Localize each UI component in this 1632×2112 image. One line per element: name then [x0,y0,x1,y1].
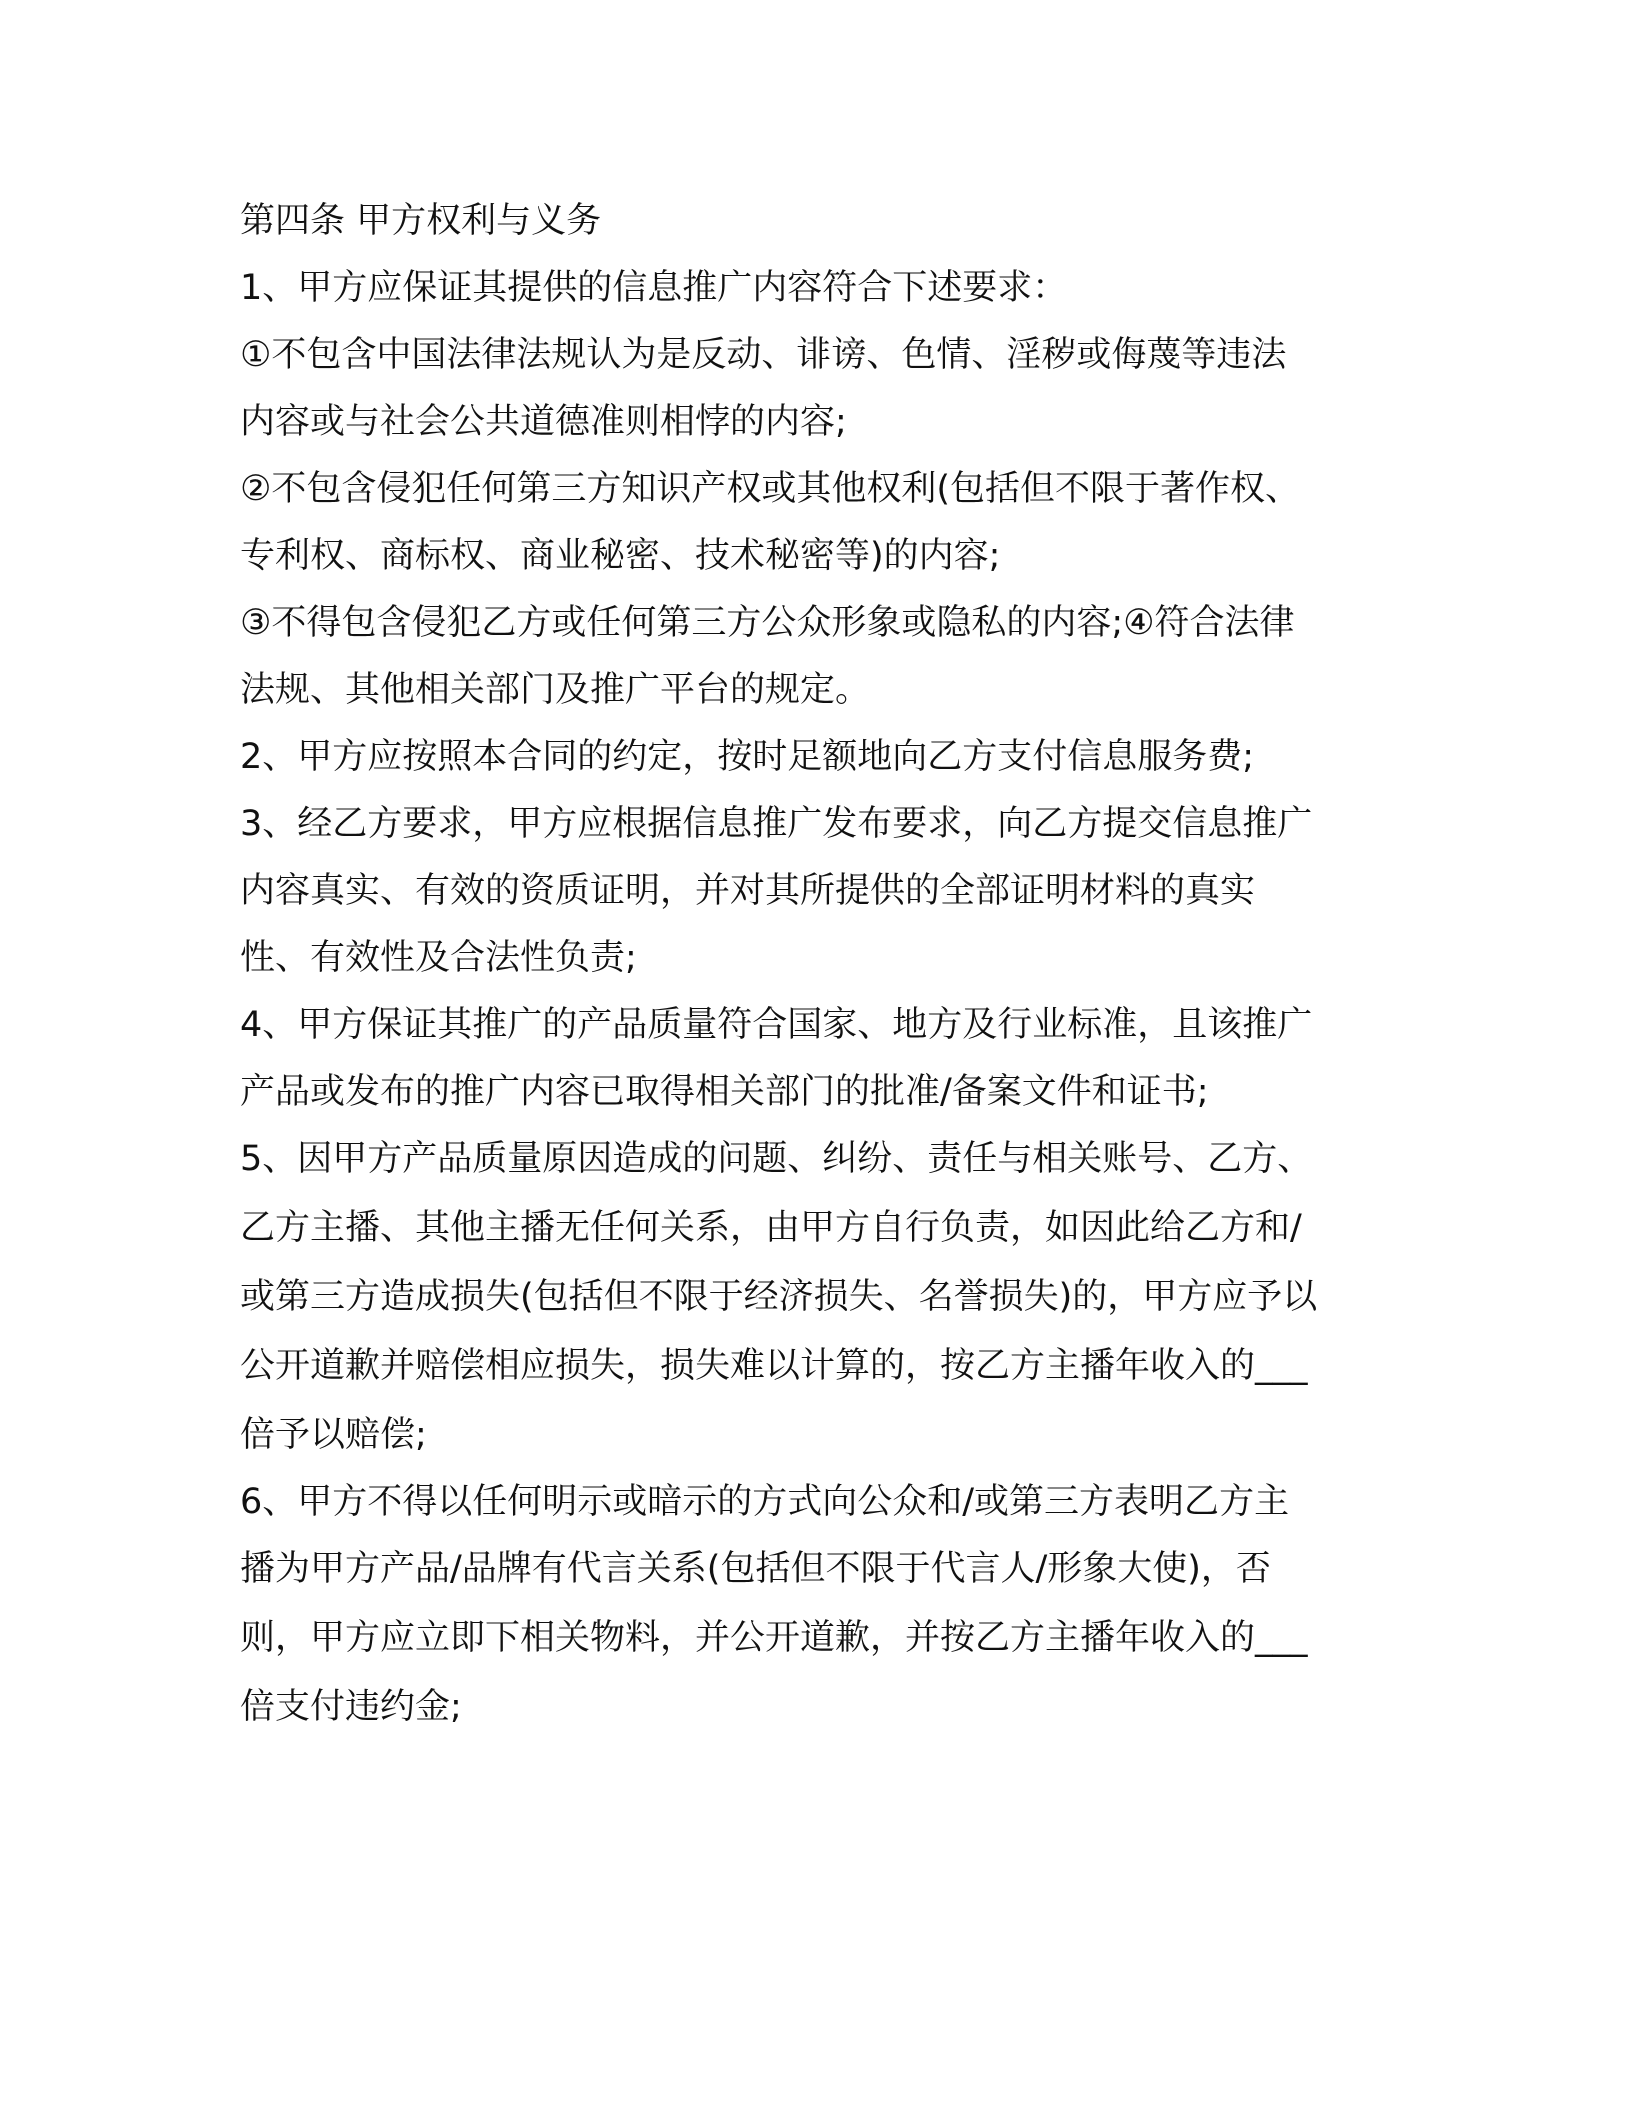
text-line: 性、有效性及合法性负责; [240,938,637,978]
text-line: 内容或与社会公共道德准则相悖的内容; [240,402,847,442]
text-line: 播为甲方产品/品牌有代言关系(包括但不限于代言人/形象大使)，否 [240,1549,1271,1589]
text-line: ②不包含侵犯任何第三方知识产权或其他权利(包括但不限于著作权、 [240,469,1301,509]
text-line: 则，甲方应立即下相关物料，并公开道歉，并按乙方主播年收入的___ [240,1618,1308,1658]
text-line: 乙方主播、其他主播无任何关系，由甲方自行负责，如因此给乙方和/ [240,1208,1302,1248]
text-line: 2、甲方应按照本合同的约定，按时足额地向乙方支付信息服务费; [240,737,1255,777]
text-line: ①不包含中国法律法规认为是反动、诽谤、色情、淫秽或侮蔑等违法 [240,335,1287,375]
text-line: 倍予以赔偿; [240,1415,427,1455]
text-line: 1、甲方应保证其提供的信息推广内容符合下述要求： [240,268,1068,308]
text-line: 产品或发布的推广内容已取得相关部门的批准/备案文件和证书; [240,1072,1209,1112]
text-line: 专利权、商标权、商业秘密、技术秘密等)的内容; [240,536,1001,576]
document-body [240,188,1400,1741]
text-line: 法规、其他相关部门及推广平台的规定。 [240,670,871,710]
text-line: 5、因甲方产品质量原因造成的问题、纠纷、责任与相关账号、乙方、 [240,1139,1313,1179]
text-line: 倍支付违约金; [240,1687,462,1727]
text-line: 4、甲方保证其推广的产品质量符合国家、地方及行业标准，且该推广 [240,1005,1313,1045]
text-line: 或第三方造成损失(包括但不限于经济损失、名誉损失)的，甲方应予以 [240,1277,1318,1317]
text-line: 3、经乙方要求，甲方应根据信息推广发布要求，向乙方提交信息推广 [240,804,1313,844]
section-heading: 第四条 甲方权利与义务 [240,201,602,241]
text-line: 内容真实、有效的资质证明，并对其所提供的全部证明材料的真实 [240,871,1256,911]
text-line: 6、甲方不得以任何明示或暗示的方式向公众和/或第三方表明乙方主 [240,1482,1290,1522]
text-line: 公开道歉并赔偿相应损失，损失难以计算的，按乙方主播年收入的___ [240,1346,1308,1386]
text-line: ③不得包含侵犯乙方或任何第三方公众形象或隐私的内容;④符合法律 [240,603,1295,643]
